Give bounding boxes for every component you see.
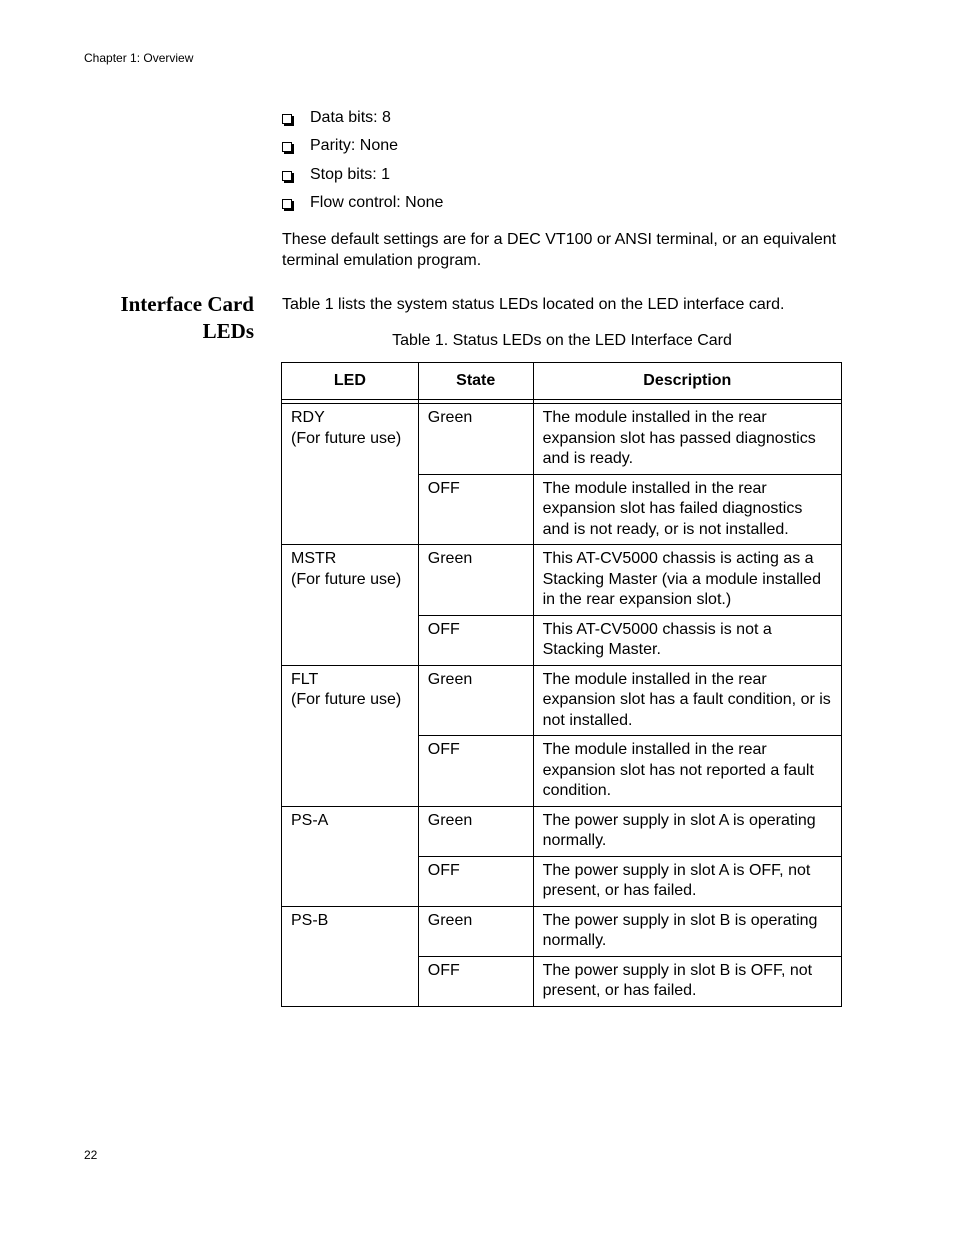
description-cell: The power supply in slot A is operating normally.: [533, 806, 841, 856]
section-intro: Table 1 lists the system status LEDs located on the LED interface card.: [282, 296, 785, 313]
column-header-led: LED: [282, 363, 419, 400]
description-cell: The module installed in the rear expansion slot has a fault condition, or is not installed.: [533, 665, 841, 736]
column-header-description: Description: [533, 363, 841, 400]
checkbox-bullet-icon: [282, 199, 292, 209]
checkbox-bullet-icon: [282, 114, 292, 124]
checkbox-bullet-icon: [282, 171, 292, 181]
state-cell: Green: [418, 906, 533, 956]
description-cell: This AT-CV5000 chassis is acting as a Stacking Master (via a module installed in the rear expansion slot.): [533, 545, 841, 616]
table-caption: Table 1. Status LEDs on the LED Interface Card: [392, 332, 732, 349]
description-cell: The power supply in slot B is operating normally.: [533, 906, 841, 956]
state-cell: Green: [418, 806, 533, 856]
led-name-cell: MSTR (For future use): [282, 545, 419, 666]
description-cell: The module installed in the rear expansion slot has not reported a fault condition.: [533, 736, 841, 807]
section-heading: Interface Card LEDs: [120, 292, 254, 343]
state-cell: OFF: [418, 474, 533, 545]
state-cell: Green: [418, 665, 533, 736]
table-row: [282, 806, 842, 856]
list-item: Data bits: 8: [282, 108, 443, 136]
table-row: [282, 404, 842, 475]
list-item: Stop bits: 1: [282, 165, 443, 193]
table-row: [282, 665, 842, 736]
column-header-state: State: [418, 363, 533, 400]
description-cell: The module installed in the rear expansion slot has failed diagnostics and is not ready, or is not installed.: [533, 474, 841, 545]
state-cell: OFF: [418, 856, 533, 906]
led-name-cell: FLT (For future use): [282, 665, 419, 806]
description-cell: The power supply in slot B is OFF, not present, or has failed.: [533, 956, 841, 1006]
list-item: Flow control: None: [282, 193, 443, 221]
description-cell: The module installed in the rear expansion slot has passed diagnostics and is ready.: [533, 404, 841, 475]
table-row: [282, 906, 842, 956]
table-row: [282, 545, 842, 616]
state-cell: OFF: [418, 615, 533, 665]
running-header: Chapter 1: Overview: [84, 51, 194, 65]
checkbox-bullet-icon: [282, 142, 292, 152]
state-cell: Green: [418, 404, 533, 475]
settings-list: [282, 108, 443, 221]
state-cell: OFF: [418, 736, 533, 807]
led-name-cell: PS-A: [282, 806, 419, 906]
terminal-settings-paragraph: These default settings are for a DEC VT100 or ANSI terminal, or an equivalent terminal emulation program.: [282, 231, 837, 269]
led-name-cell: PS-B: [282, 906, 419, 1006]
description-cell: The power supply in slot A is OFF, not present, or has failed.: [533, 856, 841, 906]
page-number: 22: [84, 1148, 98, 1162]
list-item: Parity: None: [282, 136, 443, 164]
state-cell: OFF: [418, 956, 533, 1006]
status-leds-table: [281, 362, 842, 1007]
led-name-cell: RDY (For future use): [282, 404, 419, 545]
description-cell: This AT-CV5000 chassis is not a Stacking Master.: [533, 615, 841, 665]
state-cell: Green: [418, 545, 533, 616]
